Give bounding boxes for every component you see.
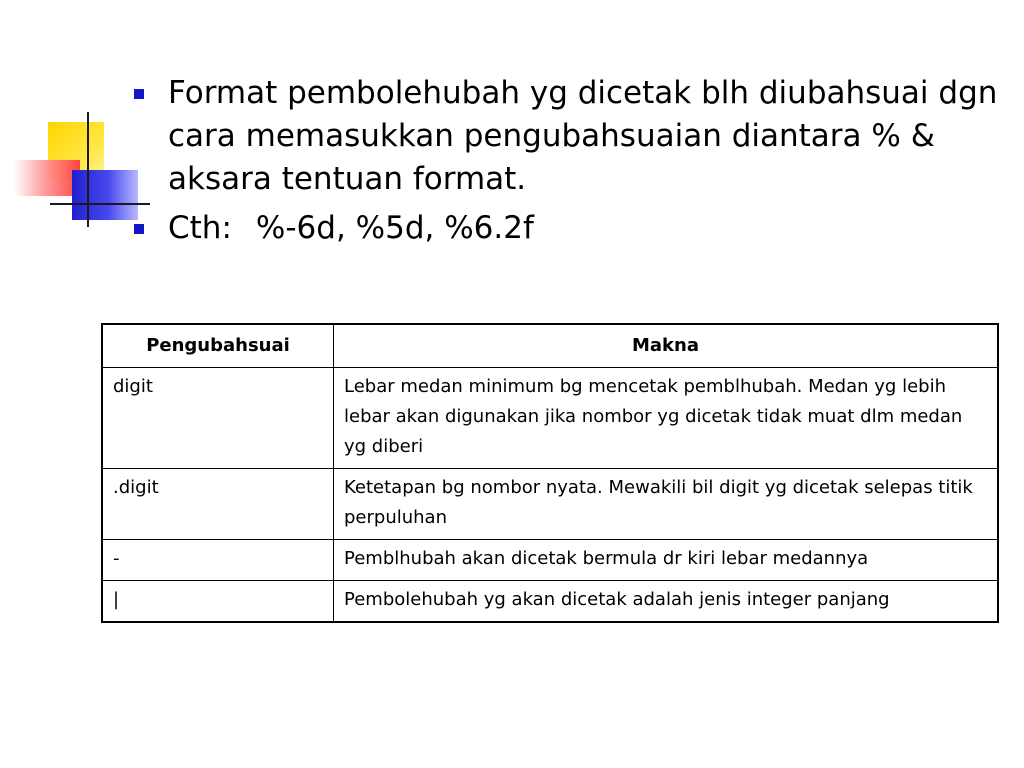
table-cell-meaning: Ketetapan bg nombor nyata. Mewakili bil digit yg dicetak selepas titik perpuluhan <box>334 469 999 540</box>
bullet-square-icon <box>134 224 144 234</box>
table-header-row <box>102 324 998 368</box>
logo-red-square <box>14 160 80 196</box>
table-cell-meaning: Pembolehubah yg akan dicetak adalah jenis integer panjang <box>334 581 999 623</box>
table-row <box>102 368 998 469</box>
table-row <box>102 581 998 623</box>
bullet-label: Cth: <box>168 210 232 246</box>
table-row <box>102 540 998 581</box>
bullet-square-icon <box>134 89 144 99</box>
table-row <box>102 469 998 540</box>
bullet-item <box>130 72 1010 201</box>
table-cell-modifier: digit <box>102 368 334 469</box>
table-cell-modifier: | <box>102 581 334 623</box>
logo-blue-square <box>72 170 138 220</box>
bullet-item <box>130 207 1010 250</box>
table-cell-meaning: Lebar medan minimum bg mencetak pemblhubah. Medan yg lebih lebar akan digunakan jika nombor yg dicetak tidak muat dlm medan yg diberi <box>334 368 999 469</box>
column-header: Makna <box>334 324 999 368</box>
table-cell-modifier: .digit <box>102 469 334 540</box>
logo-vertical-line <box>87 112 89 227</box>
bullet-list <box>130 72 1010 256</box>
bullet-value: %-6d, %5d, %6.2f <box>255 210 534 246</box>
column-header: Pengubahsuai <box>102 324 334 368</box>
bullet-text: Format pembolehubah yg dicetak blh diubahsuai dgn cara memasukkan pengubahsuaian diantara % & aksara tentuan format. <box>168 75 998 197</box>
table-cell-meaning: Pemblhubah akan dicetak bermula dr kiri lebar medannya <box>334 540 999 581</box>
format-modifier-table <box>101 323 999 623</box>
table-cell-modifier: - <box>102 540 334 581</box>
